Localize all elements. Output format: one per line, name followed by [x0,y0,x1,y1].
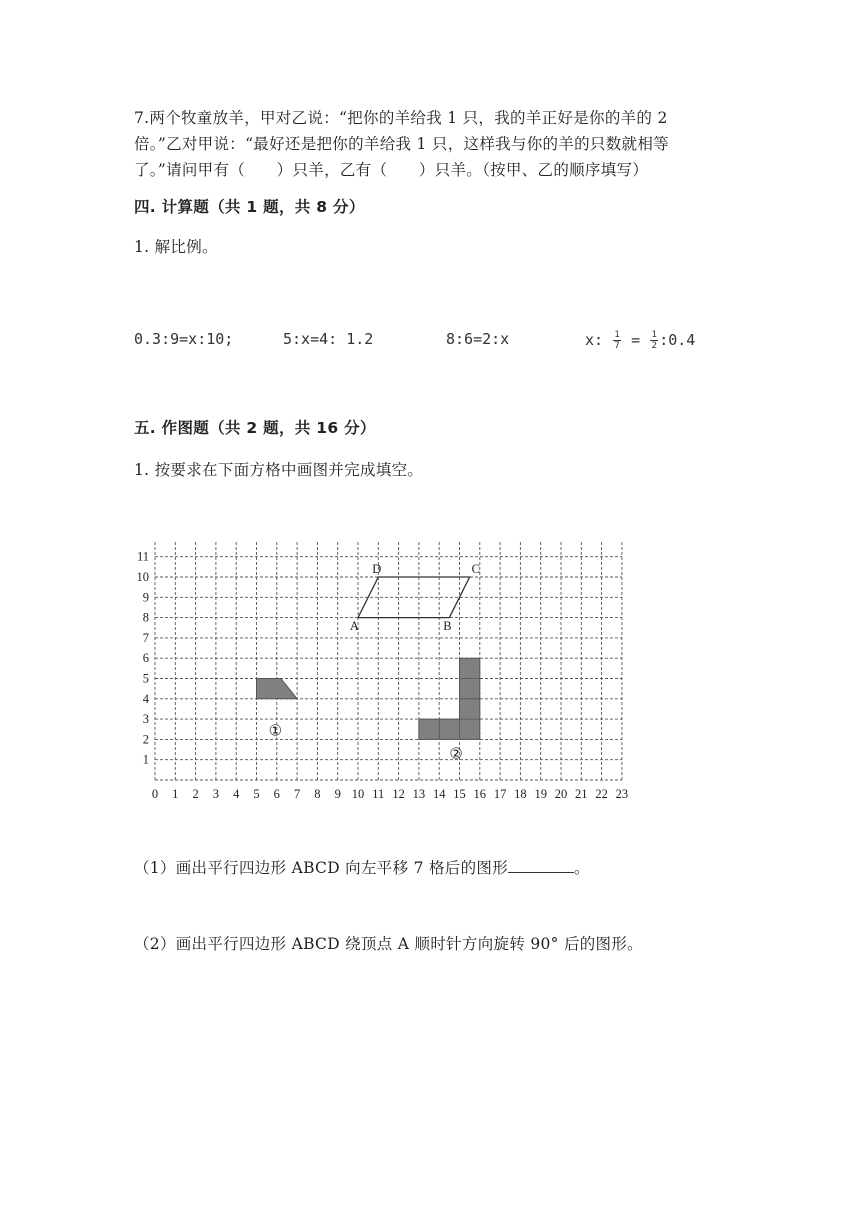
x-axis-label: 17 [493,787,507,801]
x-axis-label: 0 [151,787,159,801]
point-d-label: D [372,561,382,576]
x-axis-label: 7 [293,787,301,801]
answer-blank[interactable] [508,858,574,873]
point-a-label: A [349,618,359,633]
x-axis-label: 20 [554,787,568,801]
x-axis-labels [152,787,628,801]
y-axis-label: 9 [142,590,149,605]
coordinate-grid [130,540,650,810]
x-axis-label: 1 [172,787,179,801]
x-axis-label: 10 [351,787,365,801]
q7-line1: 7.两个牧童放羊，甲对乙说：“把你的羊给我 1 只，我的羊正好是你的羊的 2 [134,109,668,127]
grid-lines [155,540,622,780]
q7-line3: 了。”请问甲有（ ）只羊，乙有（ ）只羊。（按甲、乙的顺序填写） [134,161,649,179]
x-axis-label: 8 [314,787,321,801]
fraction-2-denominator: 2 [651,341,657,351]
fraction-2-numerator: 1 [651,330,657,340]
y-axis-label: 2 [142,732,149,747]
x-axis-label: 16 [473,787,487,801]
equation-4-equals: = [631,331,641,349]
section5-sub2: （2）画出平行四边形 ABCD 绕顶点 A 顺时针方向旋转 90° 后的图形。 [134,935,643,953]
point-b-label: B [443,618,452,633]
equation-4 [585,330,695,351]
x-axis-label: 3 [212,787,220,801]
section5-sub1 [134,856,590,878]
y-axis-labels [137,550,150,767]
point-c-label: C [471,561,481,576]
x-axis-label: 11 [372,787,385,801]
x-axis-label: 19 [534,787,547,801]
x-axis-label: 22 [595,787,608,801]
x-axis-label: 23 [615,787,629,801]
x-axis-label: 5 [253,787,260,801]
x-axis-label: 4 [233,787,240,801]
q7-line2: 倍。”乙对甲说：“最好还是把你的羊给我 1 只，这样我与你的羊的只数就相等 [134,135,669,153]
section4-q1: 1. 解比例。 [134,238,218,256]
section4-title: 四. 计算题（共 1 题，共 8 分） [134,198,365,216]
equation-3: 8:6=2:x [446,330,510,348]
y-axis-label: 11 [136,549,149,564]
fraction-one-half [650,330,658,351]
fraction-one-seventh [613,330,621,351]
x-axis-label: 6 [273,787,280,801]
x-axis-label: 2 [192,787,199,801]
x-axis-label: 13 [412,787,426,801]
equation-4-post: :0.4 [659,331,696,349]
x-axis-label: 9 [334,787,341,801]
fraction-1-numerator: 1 [614,330,620,340]
equation-2: 5:x=4: 1.2 [283,330,374,348]
y-axis-label: 8 [142,610,149,625]
section5-q1: 1. 按要求在下面方格中画图并完成填空。 [134,461,424,479]
y-axis-label: 5 [142,671,149,686]
shape-2-label: ② [449,746,463,763]
x-axis-label: 12 [392,787,405,801]
y-axis-label: 10 [136,570,149,584]
fraction-1-denominator: 7 [614,341,620,351]
x-axis-label: 15 [453,787,466,801]
x-axis-label: 21 [575,787,588,801]
y-axis-label: 1 [142,752,149,767]
x-axis-label: 18 [514,787,527,801]
sub1-text: （1）画出平行四边形 ABCD 向左平移 7 格后的图形 [134,859,508,877]
equation-4-pre: x: [585,331,604,349]
y-axis-label: 4 [142,691,149,706]
x-axis-label: 14 [432,787,446,801]
shape-1-trapezoid [257,679,298,699]
y-axis-label: 3 [142,712,149,727]
y-axis-label: 7 [142,630,149,645]
sub1-end: 。 [574,859,590,877]
y-axis-label: 6 [142,651,149,666]
equation-1: 0.3:9=x:10; [134,330,234,348]
section5-title: 五. 作图题（共 2 题，共 16 分） [134,419,376,437]
shape-1-label: ① [268,723,283,740]
